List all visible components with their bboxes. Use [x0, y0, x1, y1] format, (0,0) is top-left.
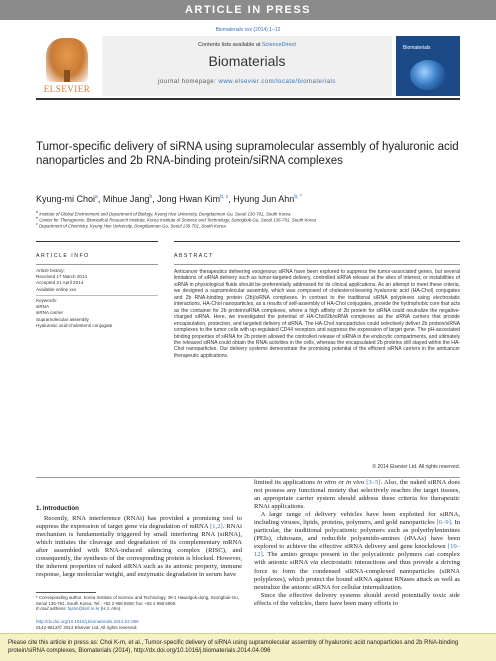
- sciencedirect-link[interactable]: ScienceDirect: [261, 42, 296, 48]
- affiliation: $^b$ Center for Theragnosis, Biomedical Research Institute, Korea Institute of Science and Technology, Seongbuk-Gu, Seoul 136-791, South Korea: [36, 216, 317, 223]
- divider: [36, 264, 158, 265]
- journal-title: Biomaterials: [208, 53, 286, 69]
- abstract-body: Anticancer therapeutics delivering exogenous siRNA have been explored to suppress the tumor-associated genes, but several limitations of siRNA delivery such as tumor-targeted delivery, controlled siRNA release at the sites of interest, or instabilities of siRNA in physiological fluids should be preferentially addressed for its clinical applications. As an attempt to meet these criteria, we designed a supramolecular assembly, which was composed of cholesterol-bearing hyaluronic acid (HA-Chol) conjugates and 2b RNA-binding protein (2b)/siRNA complexes. In contrast to the traditional siRNA polyplexes using electrostatic interactions, HA-Chol nanoparticles, as a results of self-assembly of HA-Chol conjugates, provide the hydrophobic core that acts as the container for 2b protein/siRNA complexes, where a high affinity of 2b protein for siRNA could neutralize the negative-charged siRNA. Here, we investigated the potential of HA-Chol/2b/siRNA complexes as the siRNA carriers that provide encapsulation, protection, and targeted delivery of siRNA. The HA-Chol nanoparticles could selectively deliver 2b protein/siRNA complexes to the tumor cells with up-regulated CD44 receptors and suppress the expression of target gene. The pH-associated binding properties of siRNA for 2b protein allowed the controlled release of siRNA in the endocytic compartments, and ultimately the released siRNA could obtain the RNAi activities in the cells, whereas the encapsulated 2b proteins still stayed within the HA-Chol nanoparticles. Our delivery systems demonstrate the promising potential of the efficient siRNA carriers in the anticancer therapeutic applications.: [174, 269, 460, 359]
- divider: [174, 264, 460, 265]
- article-in-press-banner: ARTICLE IN PRESS: [0, 0, 496, 20]
- citation-ref[interactable]: [10–12]: [254, 543, 460, 559]
- divider: [36, 295, 158, 296]
- cover-title: Biomaterials: [403, 45, 431, 51]
- keyword: siRNA: [36, 304, 50, 310]
- affiliation: $^a$ Institute of Global Environment and Department of Biology, Kyung Hee University, Dongdaemun-Gu, Seoul 130-701, South Korea: [36, 210, 291, 217]
- intro-column-left: Recently, RNA interference (RNAi) has provided a promising tool to suppress the expression of target gene via degradation of mRNA [1,2]. RNAi mechanism is fundamentally triggered by small interfering RNA (siRNA), which initiates the cleavage and degradation of its complementary mRNA after assembled with RNA-induced silencing complex (RISC), and consequently, the synthesis of the corresponding protein is blocked. However, the inherent properties of naked siRNA such as its anionic property, immune response, large molecular weight, and enzymatic degradation in serum have: [36, 515, 242, 579]
- email-link[interactable]: hjahn@kist.re.kr: [67, 606, 100, 612]
- citation-ref[interactable]: [6–9]: [436, 519, 451, 527]
- article-history: Article history: Received 17 March 2014 Accepted 21 April 2014 Available online xxx: [36, 268, 88, 292]
- masthead-center: [102, 36, 392, 96]
- corresponding-author-footnote: * Corresponding author. Korea Institute of Science and Technology, 39-1 Hawolgok-dong, Seongbuk-Gu, Seoul 136-791, South Korea. Tel.: +82 2 958 5938; fax: +82 2 958 5909. E-mail address: hjahn@kist.re.kr (H.J. Ahn).: [36, 595, 239, 612]
- citation-ref[interactable]: [3–5]: [366, 479, 381, 486]
- author[interactable]: Jong Hwan Kim$^{b, c}$: [157, 194, 229, 204]
- cover-art-icon: [410, 60, 446, 90]
- journal-reference[interactable]: Biomaterials xxx (2014) 1–12: [215, 27, 281, 33]
- contents-line: Contents lists available at ScienceDirect: [198, 42, 296, 48]
- footnote-divider: [36, 592, 96, 593]
- author[interactable]: Mihue Jang$^b$: [102, 194, 153, 204]
- homepage-link[interactable]: www.elsevier.com/locate/biomaterials: [218, 79, 336, 85]
- section-heading: 1. Introduction: [36, 505, 79, 512]
- journal-cover-image: [396, 36, 460, 96]
- masthead-divider: [36, 98, 460, 100]
- copyright: © 2014 Elsevier Ltd. All rights reserved.: [372, 464, 460, 470]
- keyword: Hyaluronic acid-cholesterol conjugate: [36, 322, 113, 328]
- keyword: Supramolecular assembly: [36, 316, 89, 322]
- keywords: Keywords: siRNA siRNA carrier Supramolecular assembly Hyaluronic acid-cholesterol conjugate: [36, 298, 156, 329]
- citation-box: Please cite this article in press as: Choi K-m, et al., Tumor-specific delivery of siRNA using supramolecular assembly of hyaluronic acid nanoparticles and 2b RNA-binding protein/siRNA complexes, Biomaterials (2014), http://dx.doi.org/10.1016/j.biomaterials.2014.04.096: [0, 633, 496, 661]
- publisher-name: ELSEVIER: [43, 84, 91, 94]
- article-title: Tumor-specific delivery of siRNA using supramolecular assembly of hyaluronic acid nanoparticles and 2b RNA-binding protein/siRNA complexes: [36, 141, 459, 167]
- author-list: Kyung-mi Choi$^a$, Mihue Jang$^b$, Jong Hwan Kim$^{b, c}$, Hyung Jun Ahn$^{b, *}$: [36, 194, 302, 204]
- intro-column-right: limited its applications in vitro or in vivo [3–5]. Also, the naked siRNA does not possess any functional moiety that selectively reaches the target tissues, an appropriate carrier system should address these criteria for therapeutic RNAi applications. A large range of delivery vehicles have been exploited for siRNA, including viruses, lipids, proteins, polymers, and gold nanoparticles [6–9]. In particular, the traditional polycationic polymers such as polyethylenimines (PEIs), chitosans, and reducible polyamido-amines (rPAAs) have been explored to achieve the effective siRNA delivery and gene knockdown [10–12]. The amino groups present in the polycationic polymers can complex with anionic siRNA via electrostatic interactions and thus provide a driving force to form the condensed siRNA-complexed nanoparticles (siRNA polyplexes), which protect the bound siRNA against RNases attack as well as neutralize the anionic siRNA for cellular internalization. Since the effective delivery systems should avoid potentially toxic side effects of the vehicles, there have been many efforts to: [254, 479, 461, 607]
- divider: [36, 477, 460, 478]
- affiliation: $^c$ Department of Chemistry, Kyung Hee University, Dongdaemun-Gu, Seoul 130-701, South Korea: [36, 222, 226, 229]
- author[interactable]: Hyung Jun Ahn$^{b, *}$: [233, 194, 302, 204]
- issn-line: 0142-9612/© 2014 Elsevier Ltd. All rights reserved.: [36, 625, 138, 630]
- abstract-heading: ABSTRACT: [174, 253, 214, 259]
- doi-link[interactable]: http://dx.doi.org/10.1016/j.biomaterials.2014.04.096: [36, 619, 139, 624]
- author[interactable]: Kyung-mi Choi$^a$: [36, 194, 98, 204]
- elsevier-logo: [36, 36, 98, 96]
- citation-ref[interactable]: [1,2]: [210, 523, 223, 531]
- keyword: siRNA carrier: [36, 310, 64, 316]
- journal-masthead: [36, 36, 460, 100]
- article-info-heading: ARTICLE INFO: [36, 253, 90, 259]
- divider: [36, 241, 158, 242]
- divider: [174, 241, 460, 242]
- journal-homepage: journal homepage: www.elsevier.com/locate/biomaterials: [158, 79, 336, 85]
